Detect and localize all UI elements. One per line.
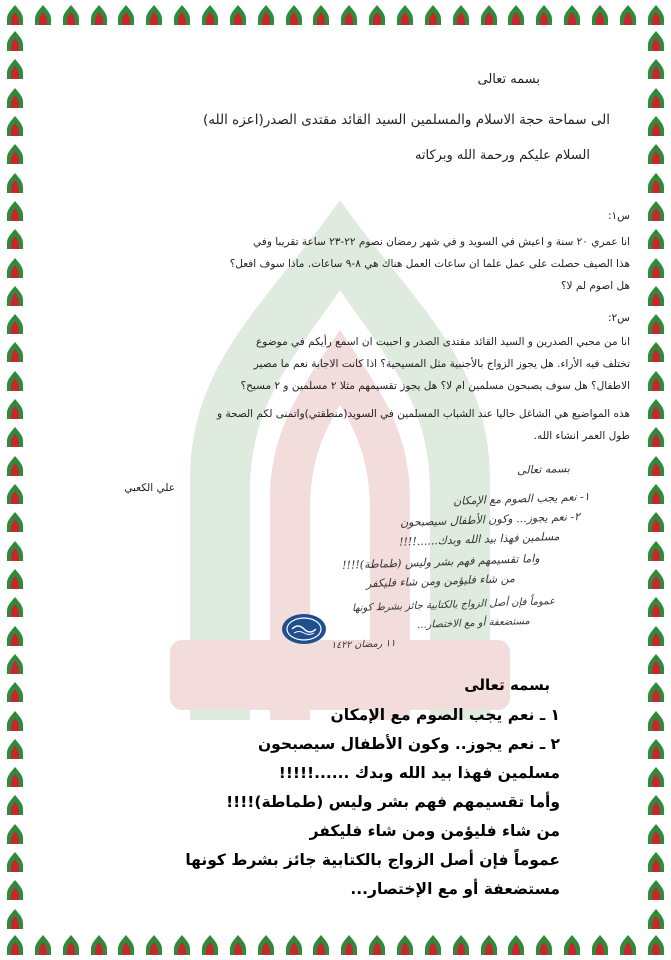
border-ornament-icon: [338, 4, 360, 26]
handwritten-line: ١- نعم يجب الصوم مع الإمكان: [453, 490, 591, 508]
signature: علي الكعبي: [124, 482, 175, 494]
border-ornament-icon: [645, 879, 667, 901]
border-ornament-icon: [199, 934, 221, 956]
border-ornament-icon: [338, 934, 360, 956]
closing-line: طول العمر انشاء الله.: [533, 430, 630, 442]
answer-line: مستضعفة أو مع الإختصار...: [350, 880, 560, 898]
border-ornament-icon: [115, 934, 137, 956]
question-1-line: انا عمري ٢٠ سنة و اعيش في السويد و في شهر رمضان نصوم ٢٢-٢٣ ساعة تقريبا وفي: [253, 236, 630, 248]
border-ornament-icon: [143, 934, 165, 956]
ornament-border-top: [0, 0, 671, 30]
border-ornament-icon: [450, 4, 472, 26]
border-ornament-icon: [4, 341, 26, 363]
border-ornament-icon: [4, 738, 26, 760]
border-ornament-icon: [366, 4, 388, 26]
border-ornament-icon: [561, 934, 583, 956]
answer-line: ٢ ـ نعم يجوز.. وكون الأطفال سيصبحون: [257, 735, 560, 753]
border-ornament-icon: [4, 568, 26, 590]
border-ornament-icon: [645, 257, 667, 279]
border-ornament-icon: [60, 934, 82, 956]
letter-basmala: بسمه تعالى: [477, 72, 540, 87]
border-ornament-icon: [645, 653, 667, 675]
border-ornament-icon: [645, 511, 667, 533]
border-ornament-icon: [645, 823, 667, 845]
border-ornament-icon: [4, 87, 26, 109]
border-ornament-icon: [645, 794, 667, 816]
border-ornament-icon: [645, 115, 667, 137]
border-ornament-icon: [617, 934, 639, 956]
handwritten-date: ١١ رمضان ١٤٢٢: [330, 638, 396, 652]
border-ornament-icon: [255, 934, 277, 956]
border-ornament-icon: [645, 766, 667, 788]
border-ornament-icon: [645, 87, 667, 109]
border-ornament-icon: [645, 4, 667, 26]
border-ornament-icon: [4, 483, 26, 505]
border-ornament-icon: [4, 172, 26, 194]
answer-line: عموماً فإن أصل الزواج بالكتابية جائز بشرط كونها: [185, 851, 560, 869]
border-ornament-icon: [4, 228, 26, 250]
question-2-label: س٢:: [607, 312, 630, 324]
border-ornament-icon: [60, 4, 82, 26]
handwritten-line: من شاء فليؤمن ومن شاء فليكفر: [365, 572, 516, 591]
border-ornament-icon: [4, 934, 26, 956]
border-ornament-icon: [171, 4, 193, 26]
border-ornament-icon: [4, 30, 26, 52]
ornament-border-right: [641, 30, 671, 930]
border-ornament-icon: [617, 4, 639, 26]
border-ornament-icon: [4, 257, 26, 279]
handwritten-line: واما تقسيمهم فهم بشر وليس (طماطة)!!!!: [342, 552, 541, 572]
border-ornament-icon: [645, 313, 667, 335]
answer-title: بسمه تعالى: [464, 676, 550, 694]
question-1-label: س١:: [607, 210, 630, 222]
border-ornament-icon: [171, 934, 193, 956]
border-ornament-icon: [533, 4, 555, 26]
border-ornament-icon: [4, 58, 26, 80]
border-ornament-icon: [645, 851, 667, 873]
border-ornament-icon: [4, 143, 26, 165]
border-ornament-icon: [589, 4, 611, 26]
handwritten-line: مستضعفة أو مع الاختصار...: [417, 616, 531, 631]
border-ornament-icon: [4, 115, 26, 137]
office-seal-stamp: [280, 612, 328, 646]
border-ornament-icon: [4, 879, 26, 901]
border-ornament-icon: [645, 908, 667, 930]
border-ornament-icon: [394, 934, 416, 956]
border-ornament-icon: [645, 58, 667, 80]
letter-addressee: الى سماحة حجة الاسلام والمسلمين السيد القائد مقتدى الصدر(اعزه الله): [203, 112, 610, 128]
border-ornament-icon: [478, 934, 500, 956]
border-ornament-icon: [32, 934, 54, 956]
border-ornament-icon: [645, 426, 667, 448]
handwritten-line: ٢- نعم يجوز... وكون الأطفال سيصبحون: [399, 510, 581, 530]
answer-line: ١ ـ نعم يجب الصوم مع الإمكان: [330, 706, 560, 724]
border-ornament-icon: [645, 143, 667, 165]
answer-line: وأما تقسيمهم فهم بشر وليس (طماطة)!!!!: [226, 793, 560, 811]
border-ornament-icon: [645, 483, 667, 505]
closing-line: هذه المواضيع هي الشاغل حاليا عند الشباب المسلمين في السويد(منطقتي)واتمنى لكم الصحة و: [217, 408, 630, 420]
border-ornament-icon: [645, 228, 667, 250]
border-ornament-icon: [4, 823, 26, 845]
border-ornament-icon: [4, 794, 26, 816]
border-ornament-icon: [310, 4, 332, 26]
border-ornament-icon: [4, 370, 26, 392]
border-ornament-icon: [115, 4, 137, 26]
border-ornament-icon: [255, 4, 277, 26]
border-ornament-icon: [645, 398, 667, 420]
border-ornament-icon: [645, 455, 667, 477]
border-ornament-icon: [4, 4, 26, 26]
ornament-border-bottom: [0, 930, 671, 960]
question-2-line: تختلف فيه الأراء. هل يجوز الزواج بالأجنبية مثل المسيحية؟ اذا كانت الاجابة نعم ما مصير: [253, 358, 630, 370]
border-ornament-icon: [4, 200, 26, 222]
border-ornament-icon: [4, 681, 26, 703]
border-ornament-icon: [645, 596, 667, 618]
border-ornament-icon: [645, 285, 667, 307]
answer-line: مسلمين فهذا بيد الله وبدك ......!!!!!: [278, 764, 560, 782]
border-ornament-icon: [4, 398, 26, 420]
border-ornament-icon: [4, 625, 26, 647]
border-ornament-icon: [4, 908, 26, 930]
border-ornament-icon: [505, 4, 527, 26]
border-ornament-icon: [4, 851, 26, 873]
border-ornament-icon: [4, 710, 26, 732]
question-2-line: الاطفال؟ هل سوف يصبحون مسلمين ام لا؟ هل يجوز تقسيمهم مثلا ٢ مسلمين و ٢ مسيح؟: [240, 380, 630, 392]
border-ornament-icon: [478, 4, 500, 26]
handwritten-line: عموماً فإن أصل الزواج بالكتابية جائز بشرط كونها: [351, 596, 556, 615]
border-ornament-icon: [4, 511, 26, 533]
question-1-line: هذا الصيف حصلت على عمل علما ان ساعات العمل هناك هي ٨-٩ ساعات. ماذا سوف افعل؟: [229, 258, 630, 270]
border-ornament-icon: [422, 4, 444, 26]
border-ornament-icon: [645, 341, 667, 363]
border-ornament-icon: [645, 625, 667, 647]
question-1-line: هل اصوم لم لا؟: [560, 280, 630, 292]
border-ornament-icon: [4, 653, 26, 675]
border-ornament-icon: [533, 934, 555, 956]
question-2-line: انا من محبي الصدرين و السيد القائد مقتدى الصدر و احببت ان اسمع رأيكم في موضوع: [256, 336, 630, 348]
border-ornament-icon: [227, 4, 249, 26]
border-ornament-icon: [4, 455, 26, 477]
border-ornament-icon: [4, 596, 26, 618]
border-ornament-icon: [645, 934, 667, 956]
border-ornament-icon: [645, 540, 667, 562]
border-ornament-icon: [4, 313, 26, 335]
border-ornament-icon: [4, 285, 26, 307]
ornament-border-left: [0, 30, 30, 930]
border-ornament-icon: [645, 710, 667, 732]
border-ornament-icon: [88, 4, 110, 26]
handwritten-line: مسلمين فهذا بيد الله وبدك......!!!!: [399, 530, 561, 549]
handwritten-line: بسمه تعالى: [516, 462, 571, 477]
border-ornament-icon: [143, 4, 165, 26]
border-ornament-icon: [422, 934, 444, 956]
border-ornament-icon: [227, 934, 249, 956]
border-ornament-icon: [88, 934, 110, 956]
border-ornament-icon: [394, 4, 416, 26]
border-ornament-icon: [589, 934, 611, 956]
border-ornament-icon: [645, 30, 667, 52]
border-ornament-icon: [645, 738, 667, 760]
border-ornament-icon: [283, 934, 305, 956]
border-ornament-icon: [4, 540, 26, 562]
border-ornament-icon: [199, 4, 221, 26]
border-ornament-icon: [505, 934, 527, 956]
border-ornament-icon: [645, 370, 667, 392]
border-ornament-icon: [310, 934, 332, 956]
border-ornament-icon: [366, 934, 388, 956]
border-ornament-icon: [645, 200, 667, 222]
border-ornament-icon: [450, 934, 472, 956]
border-ornament-icon: [4, 766, 26, 788]
border-ornament-icon: [561, 4, 583, 26]
border-ornament-icon: [645, 568, 667, 590]
border-ornament-icon: [32, 4, 54, 26]
border-ornament-icon: [283, 4, 305, 26]
border-ornament-icon: [645, 681, 667, 703]
answer-line: من شاء فليؤمن ومن شاء فليكفر: [309, 822, 560, 840]
border-ornament-icon: [645, 172, 667, 194]
letter-greeting: السلام عليكم ورحمة الله وبركاته: [414, 148, 590, 163]
border-ornament-icon: [4, 426, 26, 448]
